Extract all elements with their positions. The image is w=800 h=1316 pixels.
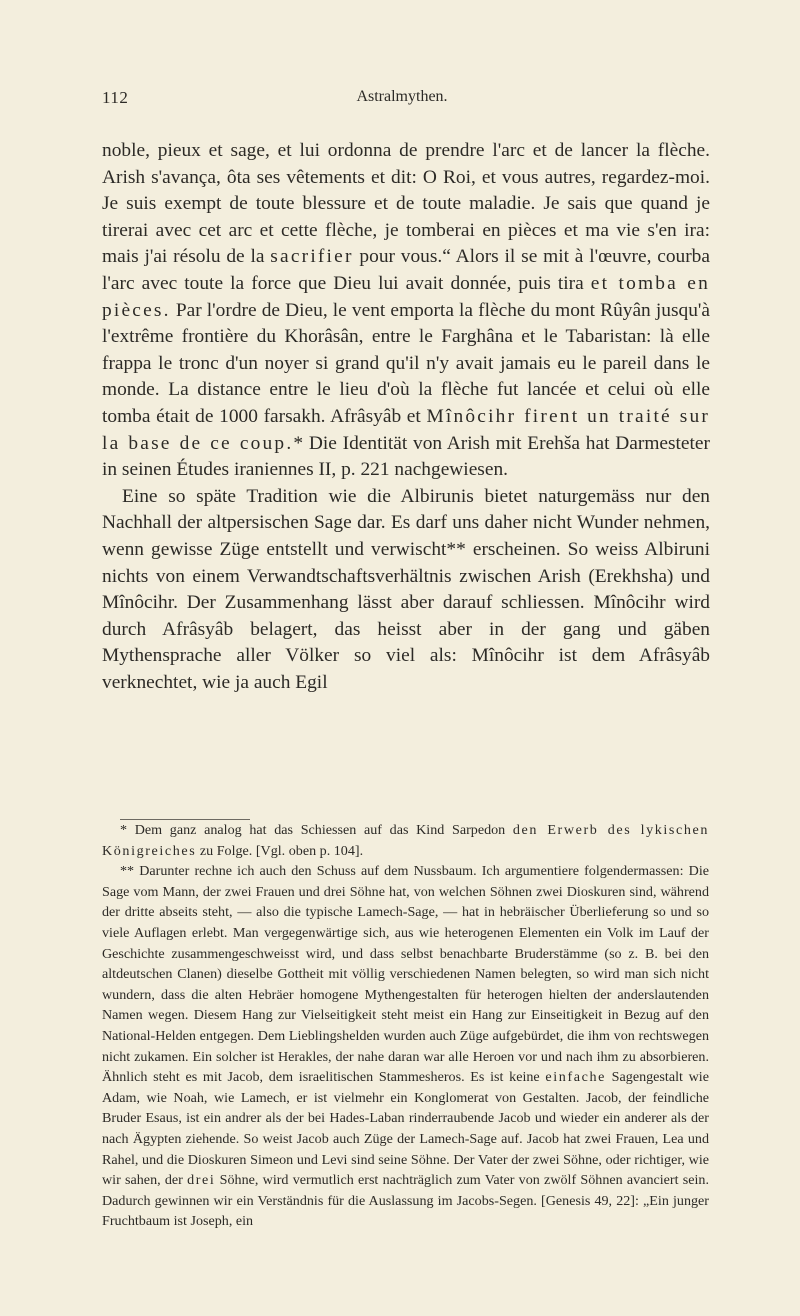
paragraph-2 — [102, 484, 710, 697]
text-run: Eine so späte Tradition wie die Albirunis bietet naturgemäss nur den Nachhall der altpersischen Sage dar. Es darf uns daher nicht Wunder nehmen, wenn gewisse Züge entstellt und verwischt** erscheinen. So weiss Albiruni nichts von einem — [102, 485, 710, 587]
spaced-text: einfache — [545, 1069, 606, 1086]
spaced-text: den Erwerb des lykischen Königreiches — [102, 822, 709, 859]
spaced-text: et tomba en pièces. — [102, 272, 710, 321]
main-text — [102, 138, 710, 696]
text-run: noble, pieux et sage, et lui ordonna de prendre l'arc et de lancer la flèche. Arish s'avança, ôta ses vêtements et dit: O Roi, et vous autres, regardez-moi. Je suis exempt de toute blessure et de toute maladie. Je sais que quand je tirerai avec cet arc et cette flèche, je tomberai en pièces et ma vie s'en ira: mais j'ai résolu de la — [102, 140, 710, 268]
paragraph-1 — [102, 138, 710, 484]
spaced-text: drei — [187, 1172, 216, 1189]
text-run: Par l'ordre de Dieu, le vent emporta la flèche du mont Rûyân jusqu'à l'extrême frontière du Khorâsân, entre le Farghâna et le Tabaristan: là elle frappa le tronc d'un noyer si grand qu'il n'y avait jamais eu le pareil dans le monde. La distance entre le lieu d'où la flèche fut lancée et celui où elle tomba était de 1000 farsakh. Afrâsyâb et — [102, 299, 710, 427]
spaced-text: Mînôcihr firent un traité sur la base de ce coup. — [102, 405, 710, 454]
running-head — [102, 88, 702, 114]
page-number: 112 — [102, 88, 129, 107]
footnote-1 — [102, 820, 709, 861]
running-title: Astralmythen. — [356, 88, 448, 105]
text-run: zwischen Arish (Erekhsha) und Mînôcihr. Der Zusammenhang lässt aber darauf schliessen. Mînôcihr wird durch Afrâsyâb belagert, das heisst aber in der gang und gäben Mythensprache aller Völker so viel als: Mînôcihr ist dem Afrâsyâb verknechtet, wie ja auch Egil — [102, 565, 710, 693]
footnotes — [102, 820, 709, 1232]
text-run: Verwandtschaftsverhältnis — [246, 565, 452, 587]
text-run: ** Darunter rechne ich auch den Schuss auf dem Nussbaum. Ich argumentiere folgendermassen: Die Sage vom Mann, der zwei Frauen und drei Söhne hat, von welchen Söhnen zwei Dioskuren sind, während der dritte abseits steht, — also die typische Lamech-Sage, — hat in hebräischer Überlieferung so und so viele Auflagen erlebt. Man vergegenwärtige sich, aus wie heterogenen Elementen ein Volk im Lauf der Geschichte zusammengeschweisst wird, und dass selbst benachbarte Bruderstämme (so z. B. bei den altdeutschen Clanen) dieselbe Gottheit mit völlig verschiedenen Namen belegten, so wird man sich nicht wundern, dass die alten Hebräer homogene Mythengestalten für heterogen hielten der anderslautenden Namen wegen. Diesem Hang zur Vielseitigkeit steht meist ein Hang zur Einseitigkeit in Bezug auf den National-Helden entgegen. Dem Lieblingshelden wurden auch Züge aufgebürdet, die ihm von rechtswegen nicht zukamen. Ein solcher ist Herakles, der nahe daran war alle Heroen vor und nach ihm zu absorbieren. Ähnlich steht es mit Jacob, dem israelitischen Stammesheros. Es ist keine — [102, 863, 709, 1086]
text-run: * Dem ganz analog hat das Schiessen auf das Kind Sarpedon — [120, 822, 513, 838]
spaced-text: sacrifier — [270, 246, 354, 268]
footnote-2 — [102, 861, 709, 1232]
text-run: pour vous.“ Alors il se mit à l'œuvre, courba l'arc avec toute la force que Dieu lui avait donnée, puis tira — [102, 246, 710, 294]
text-run: * Die Identität von Arish mit Erehša hat Darmesteter in seinen Études iraniennes II, p. 221 nachgewiesen. — [102, 432, 710, 481]
text-run: Sagengestalt wie Adam, wie Noah, wie Lamech, er ist vielmehr ein Konglomerat von Gestalten. Jacob, der feindliche Bruder Esaus, ist ein andrer als der bei Hades-Laban rinderraubende Jacob und wieder ein anderer als der nach Ägypten ziehende. So weist Jacob auch Züge der Lamech-Sage auf. Jacob hat zwei Frauen, Lea und Rahel, und die Dioskuren Simeon und Levi sind seine Söhne. Der Vater der zwei Söhne, oder richtiger, wie wir sahen, der — [102, 1069, 709, 1189]
text-run: zu Folge. [Vgl. oben p. 104]. — [196, 842, 364, 859]
text-run: Söhne, wird vermutlich erst nachträglich zum Vater von zwölf Söhnen avanciert sein. Dadurch gewinnen wir ein Verständnis für die Auslassung im Jacobs-Segen. [Genesis 49, 22]: „Ein junger Fruchtbaum ist Joseph, ein — [102, 1172, 709, 1230]
